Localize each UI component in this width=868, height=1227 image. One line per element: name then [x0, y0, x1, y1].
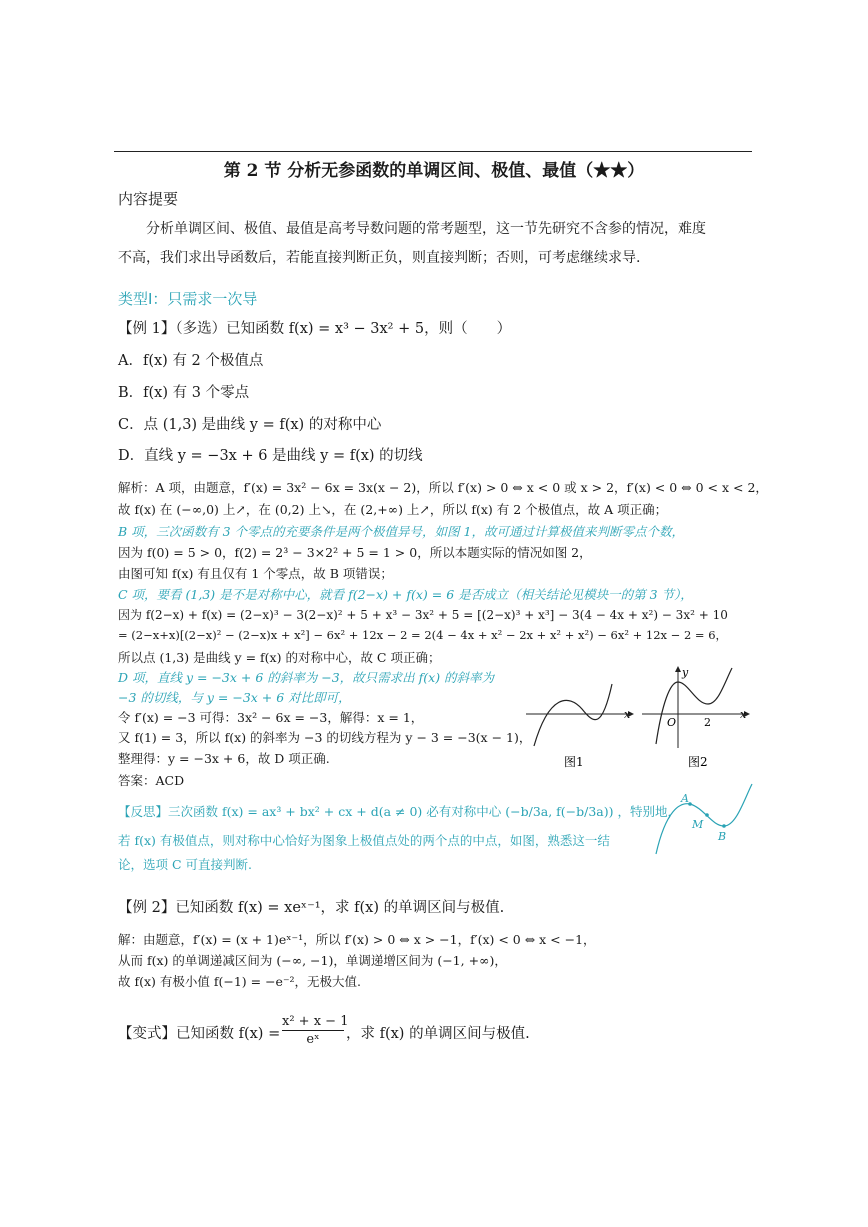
solution1-line-7: 因为 f(2−x) + f(x) = (2−x)³ − 3(2−x)² + 5 + x³ − 3x² + 5 = [(2−x)³ + x³] − 3(4 − 4x + x²) − 3x² + 10 — [118, 608, 728, 622]
solution1-line-12: 令 f′(x) = −3 可得：3x² − 6x = −3，解得：x = 1， — [118, 710, 424, 725]
example1-option-b: B．f(x) 有 3 个零点 — [118, 385, 250, 401]
point-m-label: M — [692, 818, 704, 831]
variant-numerator: x² + x − 1 — [282, 1014, 349, 1029]
solution1-line-13: 又 f(1) = 3，所以 f(x) 的斜率为 −3 的切线方程为 y − 3 = −3(x − 1)， — [118, 730, 532, 745]
summary-line-1: 分析单调区间、极值、最值是高考导数问题的常考题型，这一节先研究不含参的情况，难度 — [146, 221, 706, 237]
fig1-x-label: x — [624, 708, 631, 721]
fig1-curve — [534, 684, 612, 746]
example2-solution-2: 从而 f(x) 的单调递减区间为 (−∞, −1)，单调递增区间为 (−1, +∞)， — [118, 953, 507, 968]
point-a-label: A — [681, 792, 689, 805]
example2-solution-1: 解：由题意，f′(x) = (x + 1)eˣ⁻¹，所以 f′(x) > 0 ⇔ x > −1，f′(x) < 0 ⇔ x < −1， — [118, 932, 596, 947]
reflection-text-b: ，特别地， — [617, 804, 681, 819]
solution1-line-14: 整理得：y = −3x + 6，故 D 项正确. — [118, 751, 330, 766]
solution1-line-8: = (2−x+x)[(2−x)² − (2−x)x + x²] − 6x² + 12x − 2 = 2(4 − 4x + x² − 2x + x² + x²) − 6x² + 12x − 2 = 6， — [118, 628, 728, 642]
figure-2 — [640, 664, 752, 770]
variant-suffix: ，求 f(x) 的单调区间与极值. — [346, 1026, 530, 1042]
reflection-line-1 — [118, 802, 680, 820]
solution1-line-2: 故 f(x) 在 (−∞,0) 上↗，在 (0,2) 上↘，在 (2,+∞) 上↗，所以 f(x) 有 2 个极值点，故 A 项正确； — [118, 502, 668, 517]
reflection-curve — [656, 784, 752, 854]
type1-heading: 类型Ⅰ：只需求一次导 — [118, 290, 258, 308]
summary-line-2: 不高，我们求出导函数后，若能直接判断正负，则直接判断；否则，可考虑继续求导. — [118, 250, 641, 266]
figure-1 — [524, 674, 636, 770]
solution1-line-10: D 项，直线 y = −3x + 6 的斜率为 −3，故只需求出 f(x) 的斜率为 — [118, 670, 495, 685]
solution1-line-4: 因为 f(0) = 5 > 0，f(2) = 2³ − 3×2² + 5 = 1 > 0，所以本题实际的情况如图 2， — [118, 545, 592, 560]
summary-heading: 内容提要 — [118, 190, 179, 208]
example1-option-a: A．f(x) 有 2 个极值点 — [118, 353, 264, 369]
solution1-line-5: 由图可知 f(x) 有且仅有 1 个零点，故 B 项错误； — [118, 566, 393, 581]
point-b-label: B — [718, 830, 727, 843]
example1-question: 【例 1】（多选）已知函数 f(x) = x³ − 3x² + 5，则（ ） — [118, 321, 512, 337]
fig2-x-label: x — [740, 708, 747, 721]
example1-option-d: D．直线 y = −3x + 6 是曲线 y = f(x) 的切线 — [118, 448, 423, 464]
variant-prefix: 【变式】已知函数 f(x) = — [118, 1026, 281, 1042]
example2-solution-3: 故 f(x) 有极小值 f(−1) = −e⁻²，无极大值. — [118, 974, 362, 989]
fig2-tick-2: 2 — [704, 716, 711, 729]
variant-denominator: eˣ — [306, 1032, 320, 1047]
solution1-line-9: 所以点 (1,3) 是曲线 y = f(x) 的对称中心，故 C 项正确； — [118, 650, 441, 665]
title-rule — [114, 151, 752, 152]
reflection-line-2: 若 f(x) 有极值点，则对称中心恰好为图象上极值点处的两个点的中点，如图，熟悉这一结 — [118, 833, 610, 848]
fig1-caption: 图1 — [564, 755, 584, 769]
reflection-figure — [652, 780, 756, 860]
point-m-dot — [705, 813, 709, 817]
solution1-line-11: −3 的切线，与 y = −3x + 6 对比即可， — [118, 690, 351, 705]
solution1-line-1: 解析：A 项，由题意，f′(x) = 3x² − 6x = 3x(x − 2)，所以 f′(x) > 0 ⇔ x < 0 或 x > 2，f′(x) < 0 ⇔ 0 < x < 2， — [118, 480, 768, 495]
point-b-dot — [722, 824, 726, 828]
solution1-line-3: B 项，三次函数有 3 个零点的充要条件是两个极值异号，如图 1，故可通过计算极值来判断零点个数， — [118, 524, 684, 539]
solution1-line-6: C 项，要看 (1,3) 是不是对称中心，就看 f(2−x) + f(x) = 6 是否成立（相关结论见模块一的第 3 节）， — [118, 587, 693, 602]
example1-option-c: C．点 (1,3) 是曲线 y = f(x) 的对称中心 — [118, 417, 382, 433]
section-title: 第 2 节 分析无参函数的单调区间、极值、最值（★★） — [223, 161, 645, 181]
variant-fraction — [282, 1014, 349, 1047]
reflection-line-3: 论，选项 C 可直接判断. — [118, 857, 252, 872]
fig2-y-arrow — [675, 666, 681, 672]
example2-question: 【例 2】已知函数 f(x) = xeˣ⁻¹，求 f(x) 的单调区间与极值. — [118, 900, 505, 916]
reflection-center-frac: (−b/3a, f(−b/3a)) — [505, 804, 614, 819]
fig2-origin: O — [667, 716, 677, 729]
fig2-caption: 图2 — [688, 755, 708, 769]
reflection-text-a: 【反思】三次函数 f(x) = ax³ + bx² + cx + d(a ≠ 0) 必有对称中心 — [118, 804, 502, 819]
fig2-curve — [656, 668, 732, 744]
fig2-y-label: y — [682, 666, 689, 679]
solution1-answer: 答案：ACD — [118, 773, 185, 788]
